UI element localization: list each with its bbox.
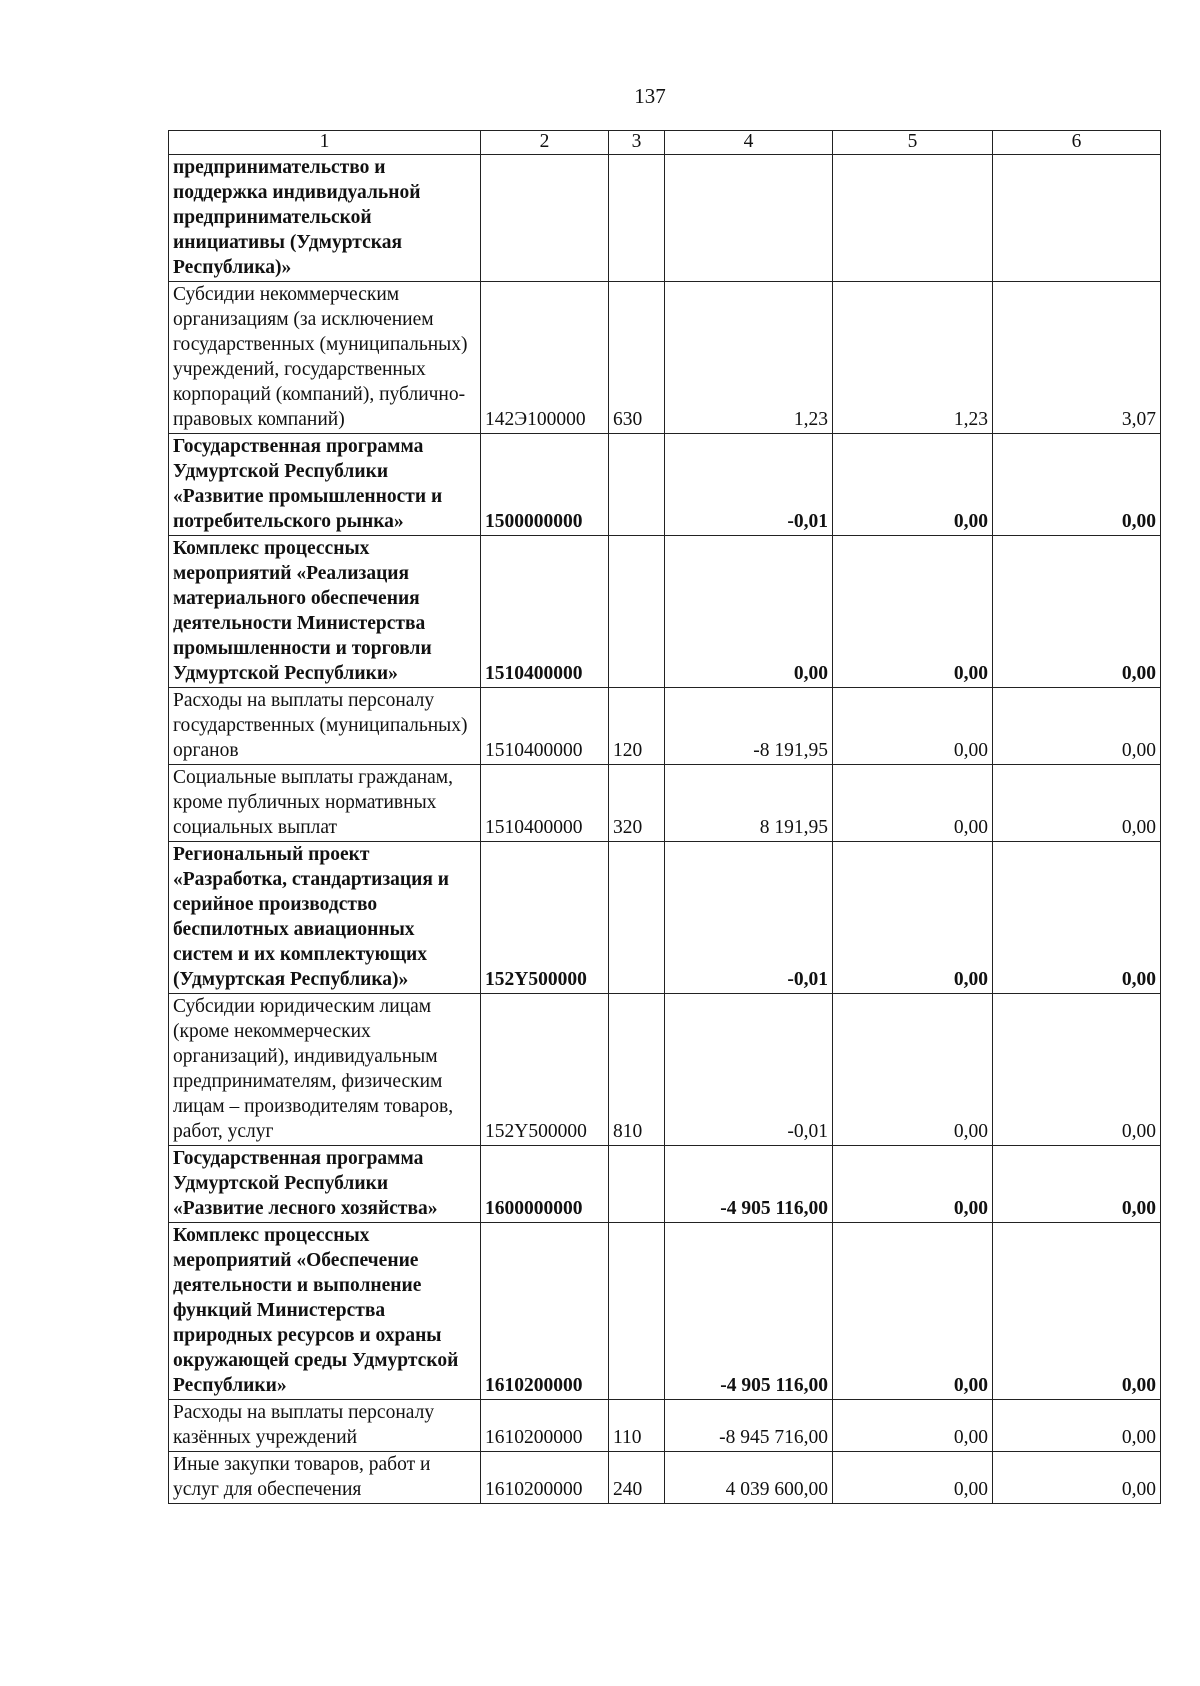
- row-value-col5: 0,00: [833, 994, 993, 1146]
- table-header-row: [169, 131, 1161, 155]
- row-value-col6: 0,00: [993, 688, 1161, 765]
- row-name: Субсидии некоммерческим организациям (за исключением государственных (муниципальных) учреждений, государственных корпораций (компаний), публично-правовых компаний): [169, 282, 481, 434]
- column-header-5: 5: [833, 131, 993, 155]
- table-row: [169, 765, 1161, 842]
- row-code: 142Э100000: [481, 282, 609, 434]
- row-expense-type: [609, 1223, 665, 1400]
- row-value-col5: 0,00: [833, 765, 993, 842]
- row-value-col6: 0,00: [993, 994, 1161, 1146]
- row-code: 1500000000: [481, 434, 609, 536]
- row-value-col4: -8 945 716,00: [665, 1400, 833, 1452]
- table-row: [169, 1400, 1161, 1452]
- row-value-col4: [665, 155, 833, 282]
- row-value-col5: 0,00: [833, 1146, 993, 1223]
- row-value-col5: 0,00: [833, 434, 993, 536]
- row-value-col6: 3,07: [993, 282, 1161, 434]
- row-value-col5: 0,00: [833, 688, 993, 765]
- row-name: Расходы на выплаты персоналу государственных (муниципальных) органов: [169, 688, 481, 765]
- row-value-col6: [993, 155, 1161, 282]
- column-header-3: 3: [609, 131, 665, 155]
- column-header-4: 4: [665, 131, 833, 155]
- table-row: [169, 994, 1161, 1146]
- row-expense-type: [609, 842, 665, 994]
- row-value-col4: -4 905 116,00: [665, 1146, 833, 1223]
- row-expense-type: [609, 434, 665, 536]
- row-expense-type: 810: [609, 994, 665, 1146]
- column-header-1: 1: [169, 131, 481, 155]
- row-value-col6: 0,00: [993, 1146, 1161, 1223]
- row-value-col5: [833, 155, 993, 282]
- row-expense-type: 320: [609, 765, 665, 842]
- row-expense-type: [609, 155, 665, 282]
- row-name: предпринимательство и поддержка индивидуальной предпринимательской инициативы (Удмуртская Республика)»: [169, 155, 481, 282]
- row-value-col6: 0,00: [993, 765, 1161, 842]
- table-row: [169, 1223, 1161, 1400]
- table-row: [169, 1146, 1161, 1223]
- row-value-col5: 0,00: [833, 536, 993, 688]
- table-row: [169, 842, 1161, 994]
- row-value-col4: 4 039 600,00: [665, 1452, 833, 1504]
- row-value-col6: 0,00: [993, 1400, 1161, 1452]
- row-value-col4: 8 191,95: [665, 765, 833, 842]
- row-value-col4: -8 191,95: [665, 688, 833, 765]
- row-expense-type: [609, 536, 665, 688]
- row-expense-type: 120: [609, 688, 665, 765]
- row-name: Субсидии юридическим лицам (кроме некоммерческих организаций), индивидуальным предпринимателям, физическим лицам – производителям товаров, работ, услуг: [169, 994, 481, 1146]
- row-code: 1510400000: [481, 688, 609, 765]
- table-row: [169, 688, 1161, 765]
- row-name: Социальные выплаты гражданам, кроме публичных нормативных социальных выплат: [169, 765, 481, 842]
- row-code: 1600000000: [481, 1146, 609, 1223]
- row-value-col6: 0,00: [993, 536, 1161, 688]
- table-row: [169, 1452, 1161, 1504]
- row-name: Комплекс процессных мероприятий «Обеспечение деятельности и выполнение функций Министерства природных ресурсов и охраны окружающей среды Удмуртской Республики»: [169, 1223, 481, 1400]
- row-code: 152Y500000: [481, 842, 609, 994]
- row-value-col5: 1,23: [833, 282, 993, 434]
- table-row: [169, 155, 1161, 282]
- row-value-col4: 1,23: [665, 282, 833, 434]
- row-value-col4: -0,01: [665, 994, 833, 1146]
- row-code: 1610200000: [481, 1223, 609, 1400]
- row-value-col5: 0,00: [833, 1452, 993, 1504]
- row-code: 152Y500000: [481, 994, 609, 1146]
- row-value-col4: -0,01: [665, 434, 833, 536]
- column-header-6: 6: [993, 131, 1161, 155]
- column-header-2: 2: [481, 131, 609, 155]
- row-value-col4: -4 905 116,00: [665, 1223, 833, 1400]
- row-expense-type: 630: [609, 282, 665, 434]
- budget-table: [168, 130, 1161, 1504]
- row-name: Государственная программа Удмуртской Республики «Развитие промышленности и потребительского рынка»: [169, 434, 481, 536]
- row-value-col5: 0,00: [833, 1400, 993, 1452]
- row-expense-type: 240: [609, 1452, 665, 1504]
- row-value-col5: 0,00: [833, 842, 993, 994]
- table-row: [169, 434, 1161, 536]
- row-code: 1610200000: [481, 1400, 609, 1452]
- row-value-col6: 0,00: [993, 1223, 1161, 1400]
- table-row: [169, 282, 1161, 434]
- row-value-col4: -0,01: [665, 842, 833, 994]
- row-name: Государственная программа Удмуртской Республики «Развитие лесного хозяйства»: [169, 1146, 481, 1223]
- row-value-col6: 0,00: [993, 1452, 1161, 1504]
- row-value-col6: 0,00: [993, 842, 1161, 994]
- row-code: [481, 155, 609, 282]
- row-expense-type: 110: [609, 1400, 665, 1452]
- page-number: 137: [634, 84, 666, 108]
- row-name: Комплекс процессных мероприятий «Реализация материального обеспечения деятельности Министерства промышленности и торговли Удмуртской Республики»: [169, 536, 481, 688]
- table-row: [169, 536, 1161, 688]
- row-code: 1510400000: [481, 765, 609, 842]
- row-code: 1610200000: [481, 1452, 609, 1504]
- row-code: 1510400000: [481, 536, 609, 688]
- row-value-col4: 0,00: [665, 536, 833, 688]
- row-name: Расходы на выплаты персоналу казённых учреждений: [169, 1400, 481, 1452]
- row-value-col5: 0,00: [833, 1223, 993, 1400]
- row-name: Региональный проект «Разработка, стандартизация и серийное производство беспилотных авиационных систем и их комплектующих (Удмуртская Республика)»: [169, 842, 481, 994]
- row-expense-type: [609, 1146, 665, 1223]
- row-name: Иные закупки товаров, работ и услуг для обеспечения: [169, 1452, 481, 1504]
- row-value-col6: 0,00: [993, 434, 1161, 536]
